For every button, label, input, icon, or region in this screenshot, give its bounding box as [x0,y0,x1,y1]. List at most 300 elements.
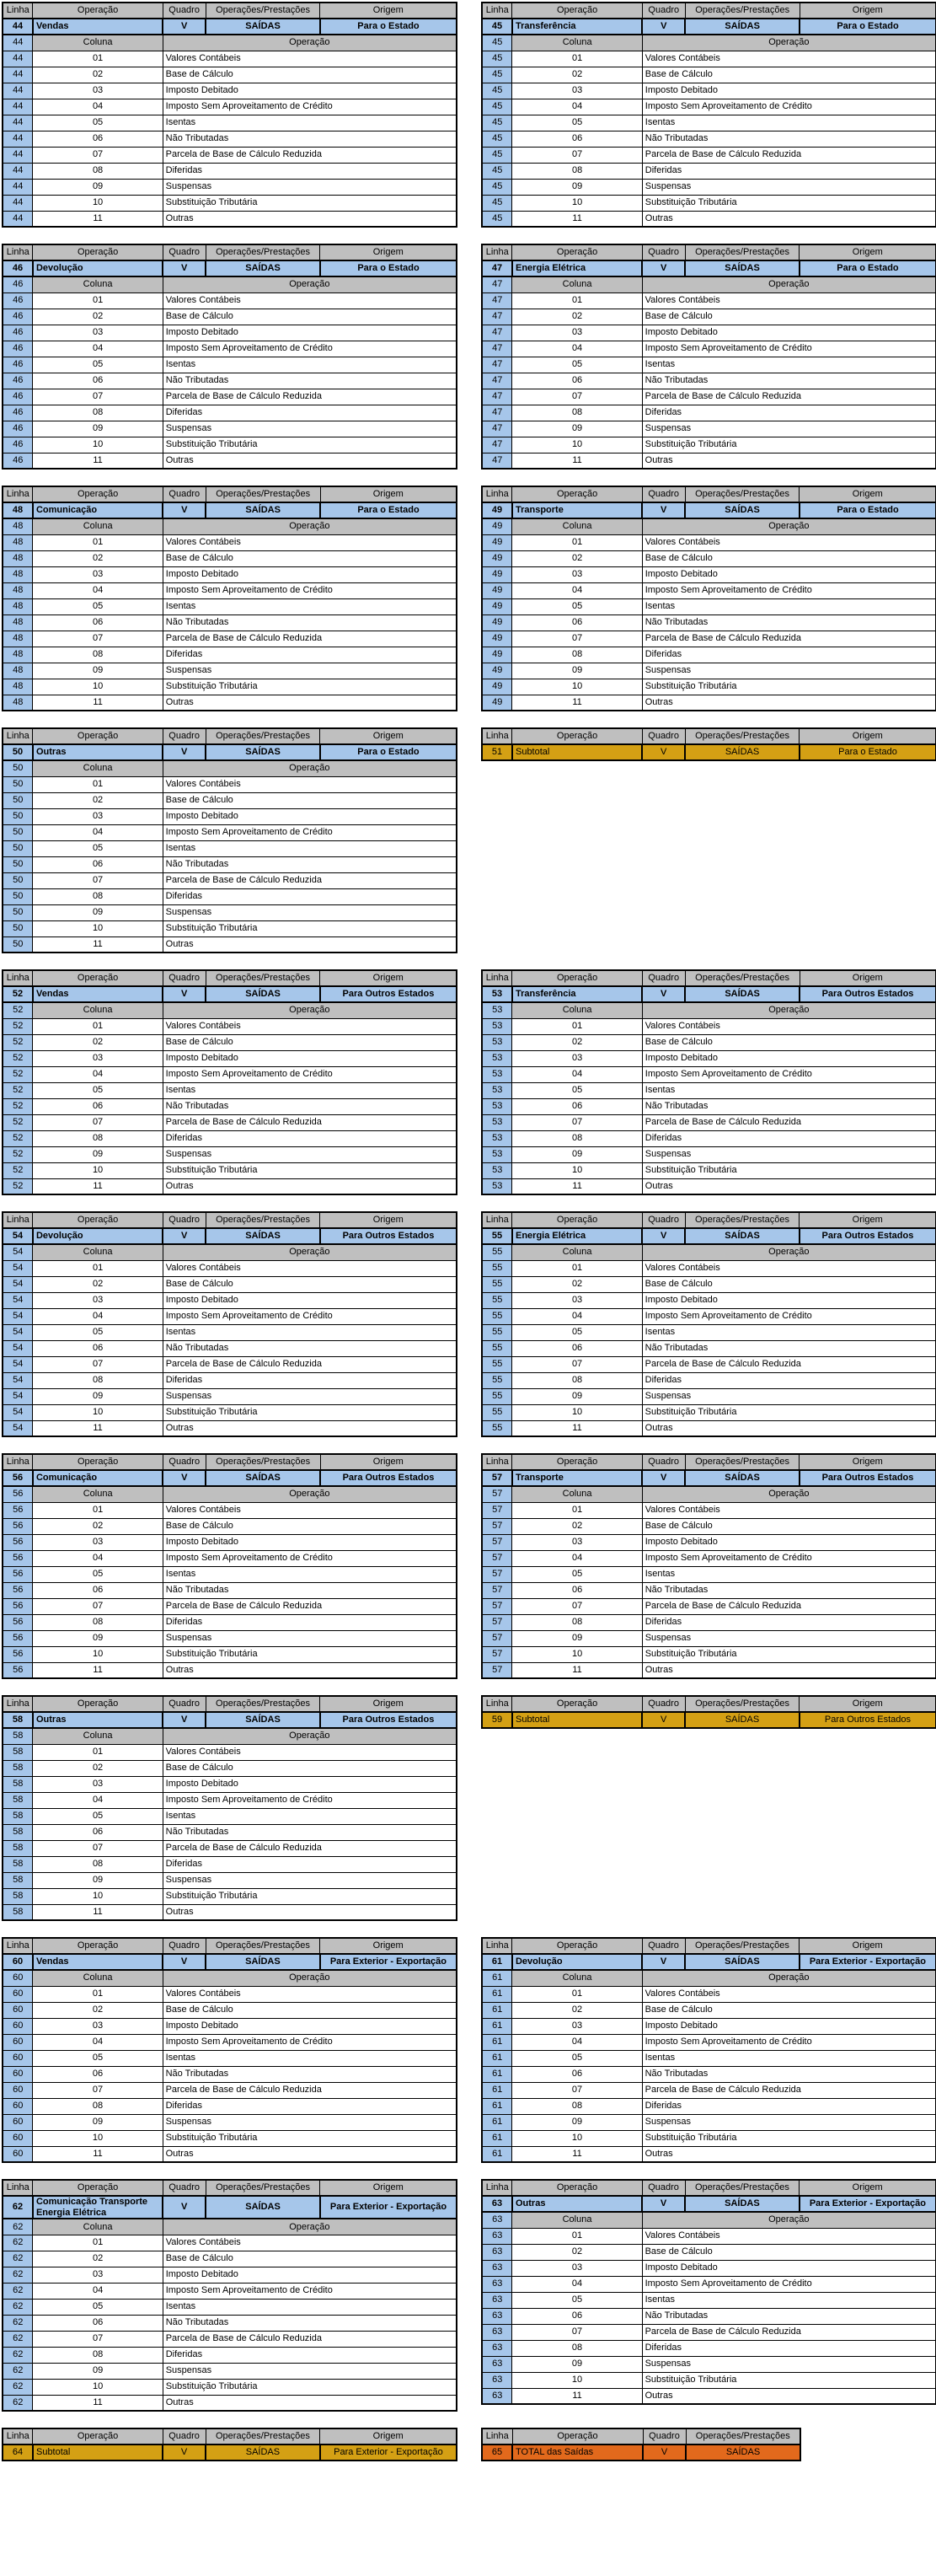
data-col-label-cell[interactable]: Valores Contábeis [642,2228,936,2244]
op-operacoes-prestacoes-cell[interactable]: SAÍDAS [206,19,320,35]
sub-coluna-label[interactable]: Coluna [512,1244,642,1260]
data-col-num-cell[interactable]: 06 [33,131,163,147]
data-col-label-cell[interactable]: Diferidas [163,1372,457,1388]
sub-operacao-label[interactable]: Operação [163,1002,457,1018]
data-col-num-cell[interactable]: 11 [512,211,642,227]
header-cell-operacoes-prestacoes[interactable]: Operações/Prestações [685,728,800,744]
op-operacoes-prestacoes-cell[interactable]: SAÍDAS [206,1712,320,1728]
sub-operacao-label[interactable]: Operação [163,276,457,292]
header-cell-origem[interactable]: Origem [800,486,936,502]
header-cell-origem[interactable]: Origem [320,1938,457,1954]
op-quadro-cell[interactable]: V [163,502,206,518]
data-col-num-cell[interactable]: 09 [512,1146,642,1162]
sub-operacao-label[interactable]: Operação [642,276,936,292]
data-col-label-cell[interactable]: Imposto Sem Aproveitamento de Crédito [163,1066,457,1082]
data-linha-cell[interactable]: 55 [482,1292,512,1308]
header-cell-operacao[interactable]: Operação [512,970,642,986]
data-linha-cell[interactable]: 49 [482,663,512,679]
data-linha-cell[interactable]: 52 [3,1178,33,1194]
data-col-num-cell[interactable]: 03 [33,325,163,341]
data-col-num-cell[interactable]: 11 [33,1178,163,1194]
data-col-num-cell[interactable]: 07 [33,1598,163,1614]
data-linha-cell[interactable]: 60 [3,2018,33,2034]
data-linha-cell[interactable]: 45 [482,131,512,147]
header-cell-origem[interactable]: Origem [320,244,457,260]
data-linha-cell[interactable]: 48 [3,663,33,679]
data-linha-cell[interactable]: 58 [3,1760,33,1776]
data-col-label-cell[interactable]: Outras [642,1662,936,1678]
header-cell-origem[interactable]: Origem [320,1696,457,1712]
data-linha-cell[interactable]: 58 [3,1792,33,1808]
data-col-num-cell[interactable]: 10 [512,2130,642,2146]
data-col-num-cell[interactable]: 04 [33,1550,163,1566]
header-cell-quadro[interactable]: Quadro [163,1938,206,1954]
data-col-label-cell[interactable]: Diferidas [163,1856,457,1872]
data-linha-cell[interactable]: 58 [3,1840,33,1856]
data-linha-cell[interactable]: 45 [482,83,512,99]
data-col-label-cell[interactable]: Parcela de Base de Cálculo Reduzida [642,1598,936,1614]
data-col-label-cell[interactable]: Substituição Tributária [163,1646,457,1662]
data-linha-cell[interactable]: 46 [3,357,33,373]
data-linha-cell[interactable]: 57 [482,1566,512,1582]
data-col-label-cell[interactable]: Base de Cálculo [642,67,936,83]
header-cell-origem[interactable]: Origem [320,486,457,502]
op-origem-cell[interactable]: Para Exterior - Exportação [800,1954,936,1970]
data-col-label-cell[interactable]: Diferidas [163,647,457,663]
data-col-label-cell[interactable]: Substituição Tributária [163,1162,457,1178]
data-col-label-cell[interactable]: Imposto Debitado [163,808,457,824]
header-cell-quadro[interactable]: Quadro [163,1454,206,1470]
header-cell-quadro[interactable]: Quadro [642,244,685,260]
data-linha-cell[interactable]: 61 [482,2018,512,2034]
data-col-label-cell[interactable]: Valores Contábeis [642,292,936,309]
data-col-num-cell[interactable]: 01 [33,1018,163,1034]
data-col-num-cell[interactable]: 09 [33,1630,163,1646]
op-operacoes-prestacoes-cell[interactable]: SAÍDAS [686,2445,800,2461]
data-col-label-cell[interactable]: Parcela de Base de Cálculo Reduzida [163,1598,457,1614]
data-col-label-cell[interactable]: Não Tributadas [163,1098,457,1114]
data-linha-cell[interactable]: 63 [482,2260,512,2276]
data-linha-cell[interactable]: 53 [482,1130,512,1146]
sub-linha-cell[interactable]: 63 [482,2212,512,2228]
data-col-label-cell[interactable]: Suspensas [163,1872,457,1888]
data-col-label-cell[interactable]: Base de Cálculo [642,2002,936,2018]
op-origem-cell[interactable]: Para o Estado [320,744,457,760]
header-cell-origem[interactable]: Origem [800,1938,936,1954]
op-operacao-cell[interactable]: Energia Elétrica [512,260,642,276]
data-col-label-cell[interactable]: Substituição Tributária [163,2379,457,2395]
data-col-label-cell[interactable]: Substituição Tributária [642,2130,936,2146]
header-cell-operacao[interactable]: Operação [33,1696,163,1712]
op-quadro-cell[interactable]: V [163,19,206,35]
data-col-label-cell[interactable]: Não Tributadas [642,1582,936,1598]
data-linha-cell[interactable]: 58 [3,1904,33,1920]
data-col-label-cell[interactable]: Suspensas [642,179,936,195]
data-linha-cell[interactable]: 53 [482,1082,512,1098]
data-col-label-cell[interactable]: Imposto Sem Aproveitamento de Crédito [642,1308,936,1324]
data-col-num-cell[interactable]: 10 [33,1162,163,1178]
data-col-label-cell[interactable]: Outras [642,2146,936,2162]
data-col-label-cell[interactable]: Imposto Sem Aproveitamento de Crédito [163,2034,457,2050]
op-linha-cell[interactable]: 48 [3,502,33,518]
op-linha-cell[interactable]: 59 [482,1712,512,1728]
data-col-label-cell[interactable]: Imposto Debitado [163,1534,457,1550]
data-linha-cell[interactable]: 45 [482,163,512,179]
data-col-label-cell[interactable]: Valores Contábeis [163,534,457,550]
data-col-label-cell[interactable]: Isentas [163,2299,457,2315]
data-linha-cell[interactable]: 52 [3,1066,33,1082]
data-col-num-cell[interactable]: 07 [33,389,163,405]
data-col-num-cell[interactable]: 08 [33,647,163,663]
data-linha-cell[interactable]: 47 [482,292,512,309]
data-linha-cell[interactable]: 55 [482,1260,512,1276]
op-quadro-cell[interactable]: V [163,2196,206,2219]
data-col-num-cell[interactable]: 03 [512,2018,642,2034]
data-col-label-cell[interactable]: Parcela de Base de Cálculo Reduzida [642,631,936,647]
header-cell-linha[interactable]: Linha [482,244,512,260]
data-col-num-cell[interactable]: 04 [512,99,642,115]
header-cell-operacao[interactable]: Operação [512,2428,643,2445]
data-col-label-cell[interactable]: Outras [163,1904,457,1920]
data-col-num-cell[interactable]: 02 [512,2002,642,2018]
data-linha-cell[interactable]: 63 [482,2372,512,2388]
data-col-label-cell[interactable]: Substituição Tributária [642,437,936,453]
data-linha-cell[interactable]: 47 [482,453,512,469]
sub-operacao-label[interactable]: Operação [642,1244,936,1260]
data-col-num-cell[interactable]: 06 [33,1098,163,1114]
data-col-num-cell[interactable]: 08 [512,647,642,663]
data-linha-cell[interactable]: 56 [3,1662,33,1678]
data-linha-cell[interactable]: 53 [482,1098,512,1114]
data-col-num-cell[interactable]: 01 [33,1502,163,1518]
header-cell-linha[interactable]: Linha [482,2180,512,2196]
data-col-num-cell[interactable]: 01 [33,51,163,67]
data-linha-cell[interactable]: 61 [482,2098,512,2114]
sub-linha-cell[interactable]: 57 [482,1486,512,1502]
data-linha-cell[interactable]: 55 [482,1420,512,1436]
data-col-num-cell[interactable]: 05 [512,1324,642,1340]
data-col-label-cell[interactable]: Não Tributadas [163,2315,457,2331]
data-linha-cell[interactable]: 48 [3,598,33,614]
header-cell-linha[interactable]: Linha [3,1454,33,1470]
data-linha-cell[interactable]: 63 [482,2356,512,2372]
data-linha-cell[interactable]: 53 [482,1162,512,1178]
header-cell-quadro[interactable]: Quadro [163,970,206,986]
op-operacao-cell[interactable]: Energia Elétrica [512,1228,642,1244]
data-col-num-cell[interactable]: 03 [512,1050,642,1066]
data-linha-cell[interactable]: 47 [482,373,512,389]
header-cell-linha[interactable]: Linha [482,1696,512,1712]
data-col-num-cell[interactable]: 01 [33,1260,163,1276]
data-linha-cell[interactable]: 62 [3,2251,33,2267]
data-linha-cell[interactable]: 48 [3,647,33,663]
header-cell-origem[interactable]: Origem [800,1454,936,1470]
data-col-num-cell[interactable]: 04 [33,1066,163,1082]
data-col-label-cell[interactable]: Imposto Debitado [163,566,457,582]
data-linha-cell[interactable]: 48 [3,631,33,647]
sub-linha-cell[interactable]: 50 [3,760,33,776]
data-linha-cell[interactable]: 49 [482,695,512,711]
data-col-label-cell[interactable]: Valores Contábeis [642,1260,936,1276]
sub-coluna-label[interactable]: Coluna [33,2219,163,2235]
header-cell-operacao[interactable]: Operação [33,728,163,744]
data-linha-cell[interactable]: 50 [3,872,33,888]
data-linha-cell[interactable]: 62 [3,2331,33,2347]
data-col-label-cell[interactable]: Diferidas [163,2098,457,2114]
data-col-num-cell[interactable]: 05 [33,2050,163,2066]
data-col-label-cell[interactable]: Base de Cálculo [163,550,457,566]
data-col-label-cell[interactable]: Base de Cálculo [642,1518,936,1534]
data-col-num-cell[interactable]: 04 [512,1308,642,1324]
data-col-num-cell[interactable]: 06 [33,2315,163,2331]
data-col-label-cell[interactable]: Suspensas [642,1630,936,1646]
data-col-num-cell[interactable]: 01 [512,534,642,550]
header-cell-operacoes-prestacoes[interactable]: Operações/Prestações [206,1212,320,1228]
sub-operacao-label[interactable]: Operação [642,1970,936,1986]
data-col-label-cell[interactable]: Isentas [163,1566,457,1582]
data-linha-cell[interactable]: 55 [482,1388,512,1404]
header-cell-origem[interactable]: Origem [320,1212,457,1228]
sub-coluna-label[interactable]: Coluna [512,1970,642,1986]
data-col-num-cell[interactable]: 07 [33,1356,163,1372]
data-col-num-cell[interactable]: 08 [512,163,642,179]
op-origem-cell[interactable]: Para o Estado [800,744,936,760]
data-col-num-cell[interactable]: 06 [33,373,163,389]
data-col-num-cell[interactable]: 06 [33,856,163,872]
data-col-num-cell[interactable]: 05 [33,1808,163,1824]
data-col-num-cell[interactable]: 05 [512,2050,642,2066]
sub-coluna-label[interactable]: Coluna [512,276,642,292]
data-linha-cell[interactable]: 50 [3,856,33,872]
header-cell-origem[interactable]: Origem [800,2180,936,2196]
op-origem-cell[interactable]: Para Outros Estados [800,1228,936,1244]
data-col-label-cell[interactable]: Valores Contábeis [642,1018,936,1034]
op-operacao-cell[interactable]: Vendas [33,19,163,35]
data-col-num-cell[interactable]: 10 [512,679,642,695]
sub-coluna-label[interactable]: Coluna [512,1002,642,1018]
data-col-num-cell[interactable]: 09 [33,2114,163,2130]
header-cell-operacoes-prestacoes[interactable]: Operações/Prestações [206,3,320,19]
data-col-label-cell[interactable]: Suspensas [163,1630,457,1646]
data-linha-cell[interactable]: 44 [3,99,33,115]
data-col-label-cell[interactable]: Parcela de Base de Cálculo Reduzida [163,1356,457,1372]
data-linha-cell[interactable]: 52 [3,1146,33,1162]
data-linha-cell[interactable]: 45 [482,51,512,67]
data-col-label-cell[interactable]: Base de Cálculo [163,309,457,325]
header-cell-quadro[interactable]: Quadro [642,1696,685,1712]
data-col-num-cell[interactable]: 05 [33,1566,163,1582]
data-col-num-cell[interactable]: 06 [512,1340,642,1356]
data-col-label-cell[interactable]: Outras [163,2146,457,2162]
data-col-num-cell[interactable]: 11 [33,211,163,227]
data-col-label-cell[interactable]: Isentas [642,2292,936,2308]
data-col-label-cell[interactable]: Valores Contábeis [163,292,457,309]
header-cell-operacoes-prestacoes[interactable]: Operações/Prestações [685,970,800,986]
data-linha-cell[interactable]: 55 [482,1308,512,1324]
data-linha-cell[interactable]: 44 [3,131,33,147]
data-col-label-cell[interactable]: Outras [163,1420,457,1436]
data-col-num-cell[interactable]: 11 [33,1662,163,1678]
header-cell-linha[interactable]: Linha [482,1938,512,1954]
data-col-num-cell[interactable]: 09 [512,2356,642,2372]
op-origem-cell[interactable]: Para Exterior - Exportação [800,2196,936,2212]
data-col-num-cell[interactable]: 07 [512,631,642,647]
data-col-num-cell[interactable]: 02 [512,1518,642,1534]
data-linha-cell[interactable]: 47 [482,341,512,357]
op-linha-cell[interactable]: 56 [3,1470,33,1486]
sub-coluna-label[interactable]: Coluna [33,1244,163,1260]
data-col-num-cell[interactable]: 07 [512,2082,642,2098]
data-col-num-cell[interactable]: 05 [33,115,163,131]
header-cell-operacoes-prestacoes[interactable]: Operações/Prestações [206,1696,320,1712]
data-col-label-cell[interactable]: Outras [642,453,936,469]
header-cell-operacoes-prestacoes[interactable]: Operações/Prestações [685,1454,800,1470]
data-linha-cell[interactable]: 57 [482,1502,512,1518]
header-cell-quadro[interactable]: Quadro [642,1212,685,1228]
data-col-label-cell[interactable]: Substituição Tributária [163,1404,457,1420]
data-linha-cell[interactable]: 49 [482,582,512,598]
header-cell-quadro[interactable]: Quadro [163,728,206,744]
data-col-label-cell[interactable]: Imposto Debitado [642,325,936,341]
data-col-num-cell[interactable]: 11 [33,2146,163,2162]
data-col-num-cell[interactable]: 02 [512,309,642,325]
op-operacao-cell[interactable]: Vendas [33,1954,163,1970]
data-col-label-cell[interactable]: Não Tributadas [163,1340,457,1356]
header-cell-linha[interactable]: Linha [3,3,33,19]
data-col-num-cell[interactable]: 05 [512,357,642,373]
op-operacoes-prestacoes-cell[interactable]: SAÍDAS [206,2445,320,2461]
data-linha-cell[interactable]: 49 [482,647,512,663]
data-linha-cell[interactable]: 45 [482,211,512,227]
data-col-num-cell[interactable]: 02 [33,1276,163,1292]
op-quadro-cell[interactable]: V [163,2445,206,2461]
data-col-label-cell[interactable]: Suspensas [163,1388,457,1404]
data-col-label-cell[interactable]: Substituição Tributária [642,1404,936,1420]
data-col-num-cell[interactable]: 02 [33,792,163,808]
op-operacao-cell[interactable]: Devolução [33,1228,163,1244]
data-col-label-cell[interactable]: Imposto Sem Aproveitamento de Crédito [642,1550,936,1566]
data-linha-cell[interactable]: 48 [3,566,33,582]
data-col-num-cell[interactable]: 10 [512,1162,642,1178]
data-col-label-cell[interactable]: Base de Cálculo [163,1518,457,1534]
data-linha-cell[interactable]: 47 [482,421,512,437]
sub-operacao-label[interactable]: Operação [642,1486,936,1502]
data-col-label-cell[interactable]: Imposto Debitado [642,1292,936,1308]
data-col-label-cell[interactable]: Substituição Tributária [163,2130,457,2146]
data-col-num-cell[interactable]: 08 [512,2340,642,2356]
data-linha-cell[interactable]: 49 [482,566,512,582]
sub-linha-cell[interactable]: 62 [3,2219,33,2235]
data-linha-cell[interactable]: 60 [3,2082,33,2098]
op-origem-cell[interactable]: Para Outros Estados [320,986,457,1002]
data-col-num-cell[interactable]: 11 [33,1420,163,1436]
data-col-num-cell[interactable]: 04 [512,1550,642,1566]
data-linha-cell[interactable]: 46 [3,325,33,341]
data-col-label-cell[interactable]: Base de Cálculo [163,2002,457,2018]
header-cell-origem[interactable]: Origem [800,1696,936,1712]
data-col-num-cell[interactable]: 08 [33,2098,163,2114]
data-linha-cell[interactable]: 61 [482,2114,512,2130]
data-col-num-cell[interactable]: 08 [33,2347,163,2363]
sub-linha-cell[interactable]: 52 [3,1002,33,1018]
data-linha-cell[interactable]: 61 [482,2050,512,2066]
data-col-num-cell[interactable]: 08 [512,2098,642,2114]
data-col-label-cell[interactable]: Suspensas [163,2114,457,2130]
sub-linha-cell[interactable]: 58 [3,1728,33,1744]
header-cell-linha[interactable]: Linha [482,970,512,986]
data-linha-cell[interactable]: 52 [3,1130,33,1146]
op-quadro-cell[interactable]: V [642,1470,685,1486]
header-cell-operacao[interactable]: Operação [33,1454,163,1470]
data-col-num-cell[interactable]: 03 [33,1050,163,1066]
sub-linha-cell[interactable]: 46 [3,276,33,292]
op-operacao-cell[interactable]: Subtotal [33,2445,163,2461]
header-cell-linha[interactable]: Linha [482,3,512,19]
data-linha-cell[interactable]: 62 [3,2299,33,2315]
data-col-label-cell[interactable]: Imposto Sem Aproveitamento de Crédito [163,824,457,840]
data-linha-cell[interactable]: 58 [3,1856,33,1872]
op-quadro-cell[interactable]: V [642,1954,685,1970]
data-linha-cell[interactable]: 48 [3,550,33,566]
op-operacoes-prestacoes-cell[interactable]: SAÍDAS [206,1470,320,1486]
data-col-label-cell[interactable]: Suspensas [642,1146,936,1162]
data-linha-cell[interactable]: 60 [3,2050,33,2066]
op-linha-cell[interactable]: 62 [3,2196,33,2219]
data-col-label-cell[interactable]: Imposto Debitado [642,2260,936,2276]
op-quadro-cell[interactable]: V [163,1470,206,1486]
header-cell-operacoes-prestacoes[interactable]: Operações/Prestações [206,1938,320,1954]
sub-linha-cell[interactable]: 48 [3,518,33,534]
data-col-num-cell[interactable]: 02 [512,1034,642,1050]
header-cell-operacoes-prestacoes[interactable]: Operações/Prestações [685,486,800,502]
data-col-num-cell[interactable]: 05 [33,840,163,856]
data-col-num-cell[interactable]: 08 [33,405,163,421]
data-col-label-cell[interactable]: Imposto Debitado [163,83,457,99]
data-col-num-cell[interactable]: 01 [512,1502,642,1518]
sub-operacao-label[interactable]: Operação [642,2212,936,2228]
data-linha-cell[interactable]: 52 [3,1082,33,1098]
data-linha-cell[interactable]: 54 [3,1292,33,1308]
op-operacoes-prestacoes-cell[interactable]: SAÍDAS [685,502,800,518]
op-quadro-cell[interactable]: V [642,2196,685,2212]
header-cell-linha[interactable]: Linha [3,2428,33,2445]
data-col-label-cell[interactable]: Valores Contábeis [163,51,457,67]
data-linha-cell[interactable]: 56 [3,1534,33,1550]
data-col-label-cell[interactable]: Isentas [163,115,457,131]
data-col-num-cell[interactable]: 04 [33,341,163,357]
data-linha-cell[interactable]: 49 [482,631,512,647]
data-col-num-cell[interactable]: 07 [512,389,642,405]
data-col-label-cell[interactable]: Outras [163,2395,457,2411]
data-col-label-cell[interactable]: Suspensas [163,2363,457,2379]
data-col-label-cell[interactable]: Outras [642,211,936,227]
data-col-label-cell[interactable]: Isentas [163,357,457,373]
op-quadro-cell[interactable]: V [642,1712,685,1728]
data-linha-cell[interactable]: 52 [3,1018,33,1034]
data-linha-cell[interactable]: 48 [3,534,33,550]
header-cell-operacao[interactable]: Operação [33,1212,163,1228]
header-cell-operacao[interactable]: Operação [33,2180,163,2196]
data-linha-cell[interactable]: 44 [3,67,33,83]
data-linha-cell[interactable]: 44 [3,83,33,99]
op-origem-cell[interactable]: Para Outros Estados [320,1228,457,1244]
data-linha-cell[interactable]: 63 [482,2324,512,2340]
data-linha-cell[interactable]: 53 [482,1066,512,1082]
data-col-num-cell[interactable]: 07 [512,147,642,163]
data-col-num-cell[interactable]: 08 [33,163,163,179]
data-col-label-cell[interactable]: Imposto Sem Aproveitamento de Crédito [642,2276,936,2292]
data-col-label-cell[interactable]: Isentas [163,598,457,614]
